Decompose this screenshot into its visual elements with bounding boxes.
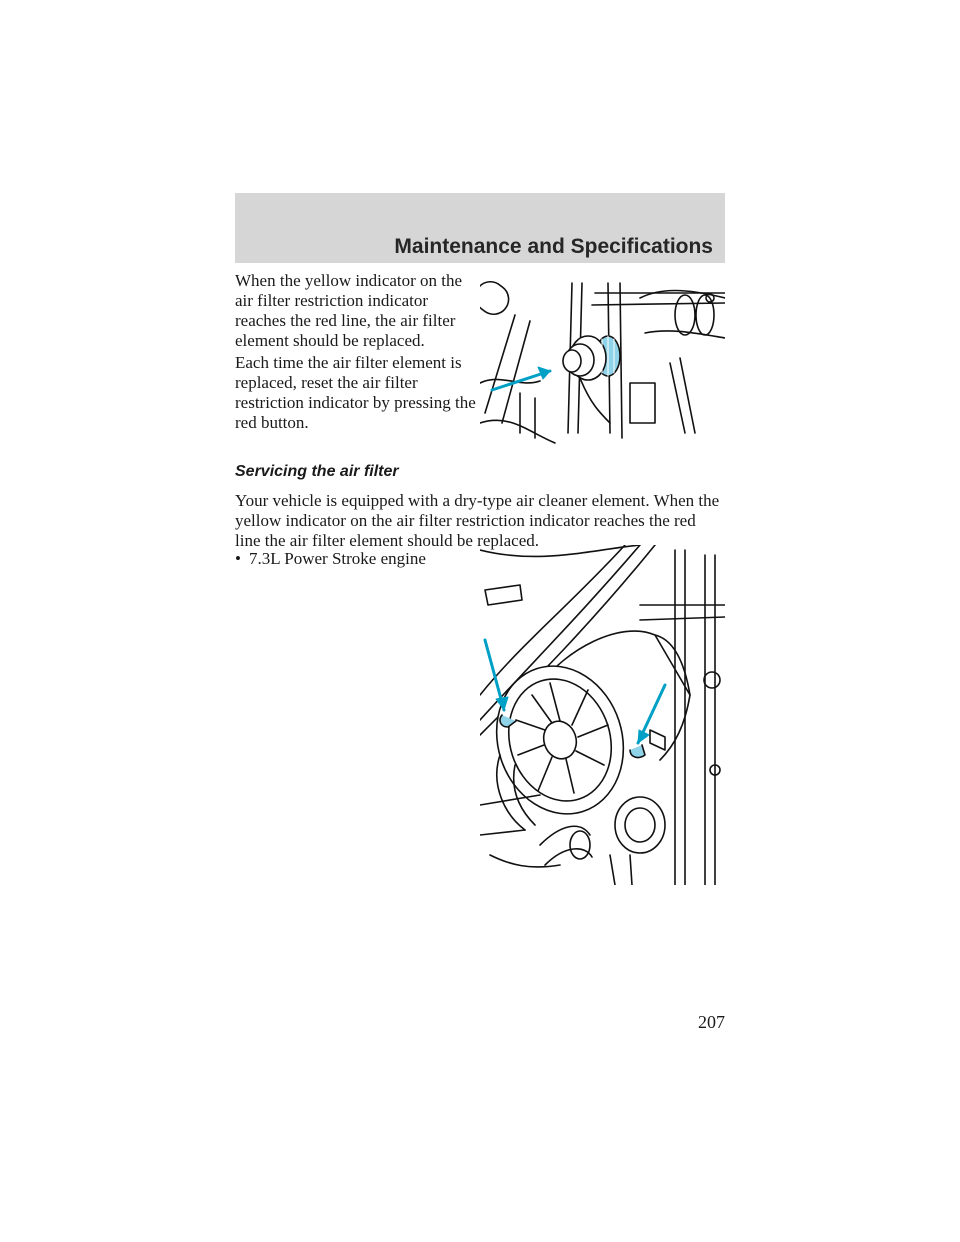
paragraph-dry-type-cleaner: Your vehicle is equipped with a dry-type air cleaner element. When the yellow indicator on the air filter restriction indicator reaches the red line the air filter element should be replaced.	[235, 491, 720, 550]
bullet-engine-type	[235, 549, 426, 569]
bullet-label: 7.3L Power Stroke engine	[249, 549, 426, 568]
air-cleaner-illustration	[480, 545, 725, 885]
section-header	[235, 193, 725, 263]
subheading-servicing-air-filter: Servicing the air filter	[235, 463, 399, 480]
page-number: 207	[698, 1012, 725, 1032]
paragraph-restriction-indicator: When the yellow indicator on the air filter restriction indicator reaches the red line, the air filter element should be replaced.	[235, 271, 463, 350]
paragraph-reset-indicator: Each time the air filter element is replaced, reset the air filter restriction indicator by pressing the red button.	[235, 353, 476, 432]
section-title: Maintenance and Specifications	[394, 235, 713, 258]
restriction-indicator-illustration	[480, 273, 725, 448]
bullet-icon: •	[235, 549, 241, 568]
